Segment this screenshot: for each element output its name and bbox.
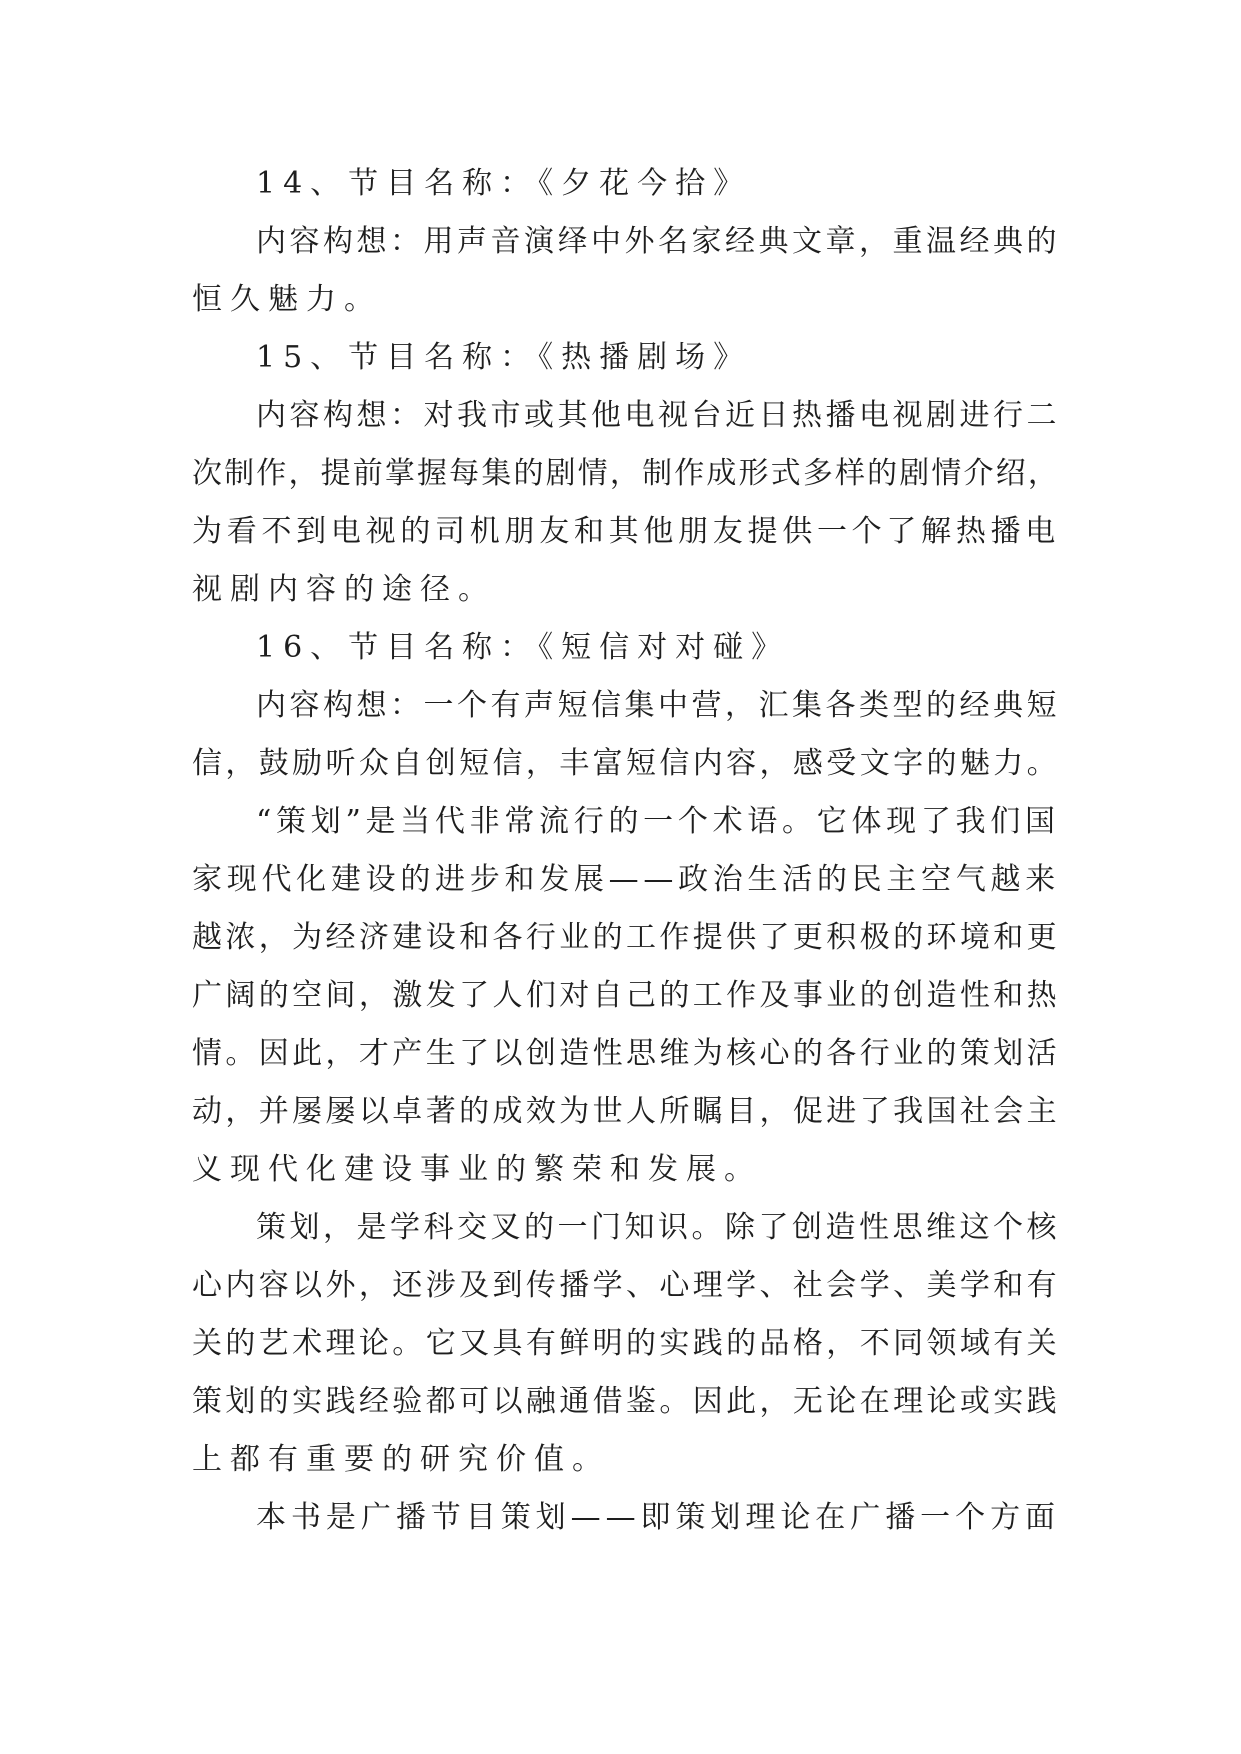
paragraph-planning-line-6: 动，并屡屡以卓著的成效为世人所瞩目，促进了我国社会主 bbox=[192, 1094, 1060, 1129]
program-14-content-line-2: 恒久魅力。 bbox=[192, 282, 382, 317]
paragraph-planning-line-3: 越浓，为经济建设和各行业的工作提供了更积极的环境和更 bbox=[192, 920, 1060, 955]
paragraph-planning-line-4: 广阔的空间，激发了人们对自己的工作及事业的创造性和热 bbox=[192, 978, 1060, 1013]
program-14-content-line-1: 内容构想：用声音演绎中外名家经典文章，重温经典的 bbox=[256, 224, 1060, 259]
paragraph-discipline-line-3: 关的艺术理论。它又具有鲜明的实践的品格，不同领域有关 bbox=[192, 1326, 1060, 1361]
paragraph-planning-line-1: “策划”是当代非常流行的一个术语。它体现了我们国 bbox=[256, 804, 1060, 839]
paragraph-discipline-line-5: 上都有重要的研究价值。 bbox=[192, 1442, 610, 1477]
paragraph-discipline-line-4: 策划的实践经验都可以融通借鉴。因此，无论在理论或实践 bbox=[192, 1384, 1060, 1419]
program-15-title: 15、节目名称：《热播剧场》 bbox=[256, 340, 752, 375]
program-15-content-line-1: 内容构想：对我市或其他电视台近日热播电视剧进行二 bbox=[256, 398, 1060, 433]
paragraph-planning-line-2: 家现代化建设的进步和发展——政治生活的民主空气越来 bbox=[192, 862, 1060, 897]
program-16-title: 16、节目名称：《短信对对碰》 bbox=[256, 630, 790, 665]
paragraph-discipline-line-1: 策划，是学科交叉的一门知识。除了创造性思维这个核 bbox=[256, 1210, 1060, 1245]
paragraph-planning-line-7: 义现代化建设事业的繁荣和发展。 bbox=[192, 1152, 762, 1187]
paragraph-book-line-1: 本书是广播节目策划——即策划理论在广播一个方面 bbox=[256, 1500, 1060, 1535]
program-15-content-line-3: 为看不到电视的司机朋友和其他朋友提供一个了解热播电 bbox=[192, 514, 1060, 549]
paragraph-discipline-line-2: 心内容以外，还涉及到传播学、心理学、社会学、美学和有 bbox=[192, 1268, 1060, 1303]
program-15-content-line-2: 次制作，提前掌握每集的剧情，制作成形式多样的剧情介绍， bbox=[192, 456, 1060, 491]
paragraph-planning-line-5: 情。因此，才产生了以创造性思维为核心的各行业的策划活 bbox=[192, 1036, 1060, 1071]
program-16-content-line-2: 信，鼓励听众自创短信，丰富短信内容，感受文字的魅力。 bbox=[192, 746, 1060, 781]
program-14-title: 14、节目名称：《夕花今拾》 bbox=[256, 166, 752, 201]
program-15-content-line-4: 视剧内容的途径。 bbox=[192, 572, 496, 607]
program-16-content-line-1: 内容构想：一个有声短信集中营，汇集各类型的经典短 bbox=[256, 688, 1060, 723]
